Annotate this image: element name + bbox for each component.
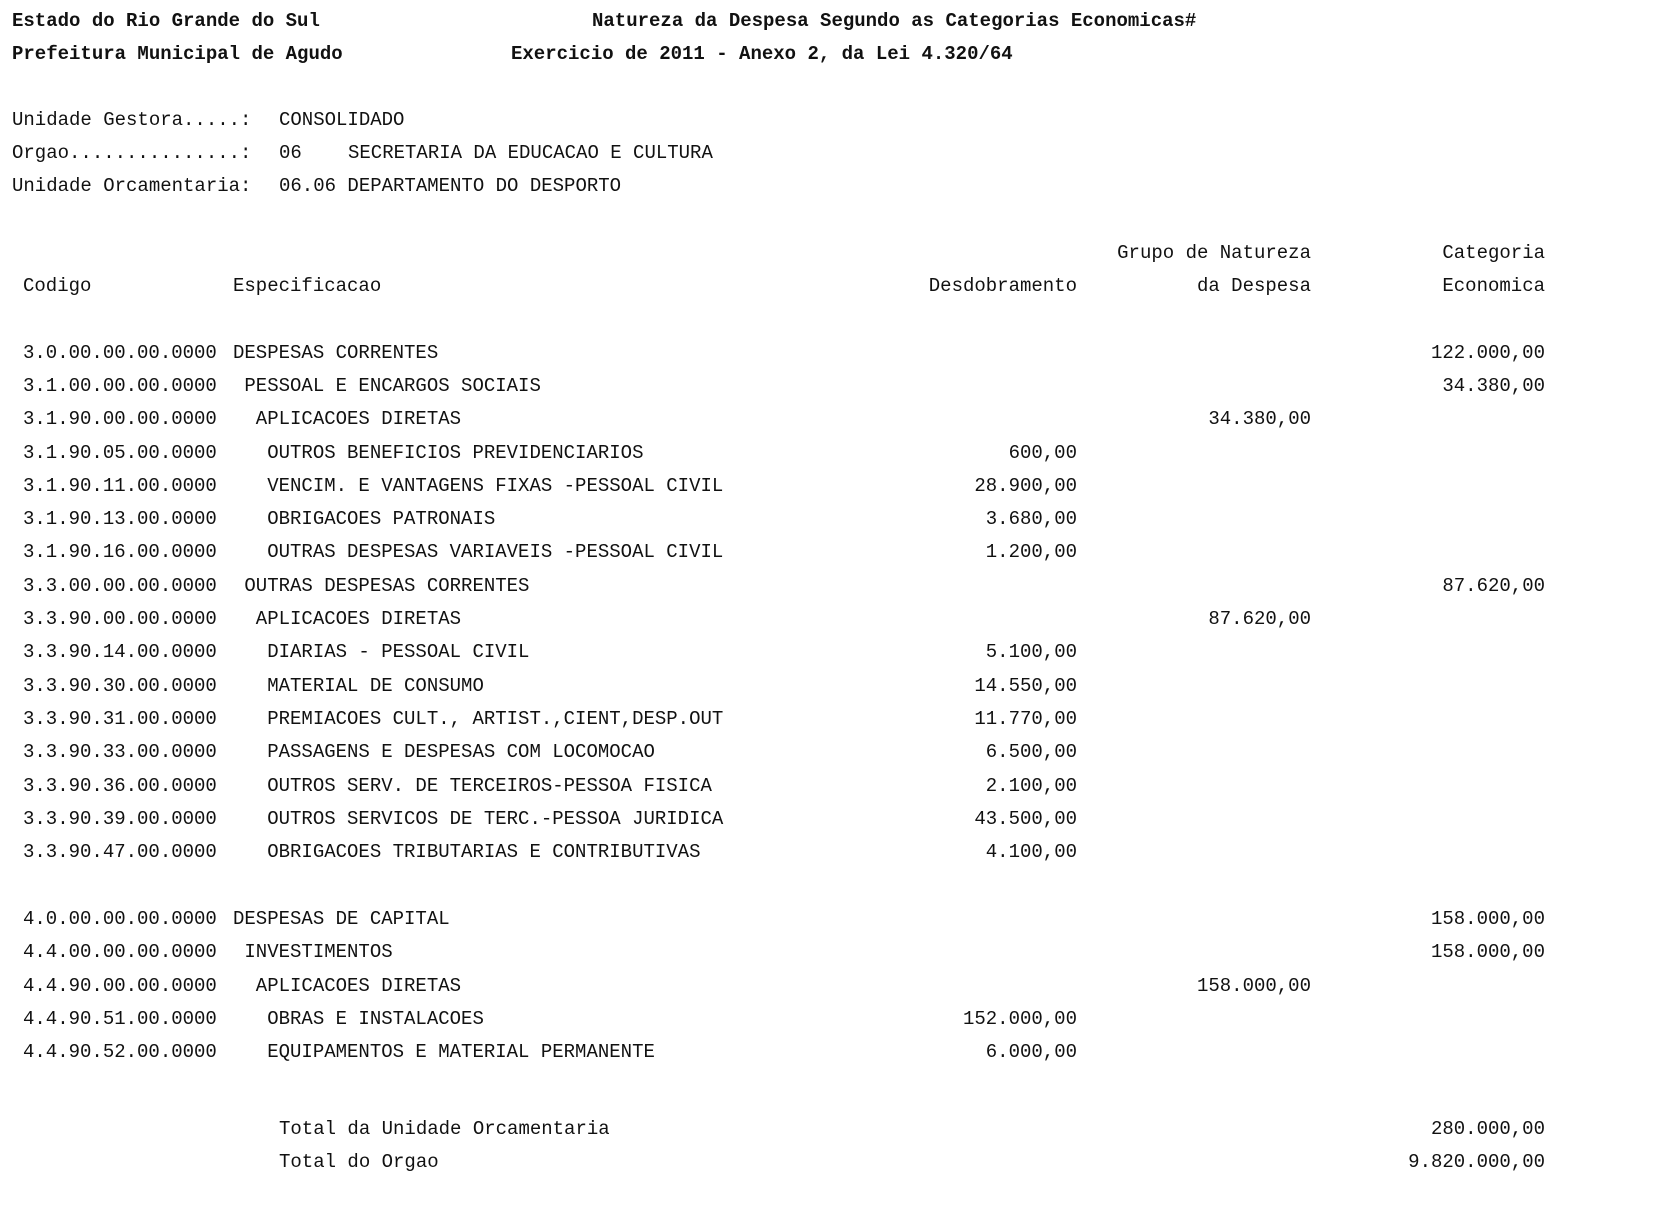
- col-codigo-header: Codigo: [23, 275, 92, 297]
- row-code: 3.1.90.13.00.0000: [23, 508, 217, 530]
- total-orgao-value: 9.820.000,00: [1408, 1151, 1545, 1173]
- row-specification: DESPESAS DE CAPITAL: [233, 908, 450, 930]
- row-code: 3.1.90.11.00.0000: [23, 475, 217, 497]
- col-categoria-header-2: Economica: [1442, 275, 1545, 297]
- row-code: 3.1.90.05.00.0000: [23, 442, 217, 464]
- row-specification: OBRIGACOES TRIBUTARIAS E CONTRIBUTIVAS: [233, 841, 701, 863]
- row-specification: PASSAGENS E DESPESAS COM LOCOMOCAO: [233, 741, 655, 763]
- row-specification: DIARIAS - PESSOAL CIVIL: [233, 641, 530, 663]
- row-desdobramento: 2.100,00: [985, 775, 1077, 797]
- col-desdobramento-header: Desdobramento: [928, 275, 1077, 297]
- row-specification: OUTROS SERV. DE TERCEIROS-PESSOA FISICA: [233, 775, 712, 797]
- row-specification: OBRIGACOES PATRONAIS: [233, 508, 496, 530]
- row-code: 3.3.90.31.00.0000: [23, 708, 217, 730]
- row-categoria-economica: 158.000,00: [1430, 941, 1545, 963]
- row-code: 3.1.90.00.00.0000: [23, 408, 217, 430]
- report-title: Natureza da Despesa Segundo as Categorias Economicas#: [592, 10, 1197, 32]
- total-unidade-label: Total da Unidade Orcamentaria: [279, 1118, 610, 1140]
- row-code: 3.3.90.39.00.0000: [23, 808, 217, 830]
- unidade-gestora-label: Unidade Gestora.....:: [12, 109, 252, 131]
- row-code: 3.3.90.47.00.0000: [23, 841, 217, 863]
- col-grupo-header-1: Grupo de Natureza: [1117, 242, 1311, 264]
- total-orgao-label: Total do Orgao: [279, 1151, 439, 1173]
- row-code: 3.3.00.00.00.0000: [23, 575, 217, 597]
- row-specification: APLICACOES DIRETAS: [233, 408, 462, 430]
- unidade-gestora-value: CONSOLIDADO: [279, 109, 405, 131]
- row-desdobramento: 43.500,00: [974, 808, 1077, 830]
- col-categoria-header-1: Categoria: [1442, 242, 1545, 264]
- row-desdobramento: 3.680,00: [985, 508, 1077, 530]
- row-specification: EQUIPAMENTOS E MATERIAL PERMANENTE: [233, 1041, 655, 1063]
- row-code: 4.4.90.52.00.0000: [23, 1041, 217, 1063]
- row-code: 3.3.90.33.00.0000: [23, 741, 217, 763]
- row-categoria-economica: 122.000,00: [1430, 342, 1545, 364]
- row-specification: OUTROS BENEFICIOS PREVIDENCIARIOS: [233, 442, 644, 464]
- row-specification: PESSOAL E ENCARGOS SOCIAIS: [233, 375, 541, 397]
- row-specification: APLICACOES DIRETAS: [233, 608, 462, 630]
- row-grupo-natureza: 87.620,00: [1208, 608, 1311, 630]
- row-grupo-natureza: 34.380,00: [1208, 408, 1311, 430]
- row-desdobramento: 5.100,00: [985, 641, 1077, 663]
- row-grupo-natureza: 158.000,00: [1196, 975, 1311, 997]
- unidade-orcamentaria-label: Unidade Orcamentaria:: [12, 175, 252, 197]
- row-specification: INVESTIMENTOS: [233, 941, 393, 963]
- row-specification: VENCIM. E VANTAGENS FIXAS -PESSOAL CIVIL: [233, 475, 724, 497]
- municipality-name: Prefeitura Municipal de Agudo: [12, 43, 343, 65]
- row-specification: PREMIACOES CULT., ARTIST.,CIENT,DESP.OUT: [233, 708, 724, 730]
- row-desdobramento: 14.550,00: [974, 675, 1077, 697]
- row-categoria-economica: 34.380,00: [1442, 375, 1545, 397]
- row-desdobramento: 11.770,00: [974, 708, 1077, 730]
- col-grupo-header-2: da Despesa: [1196, 275, 1311, 297]
- row-desdobramento: 152.000,00: [962, 1008, 1077, 1030]
- unidade-orcamentaria-value: 06.06 DEPARTAMENTO DO DESPORTO: [279, 175, 622, 197]
- total-unidade-value: 280.000,00: [1430, 1118, 1545, 1140]
- row-specification: OUTRAS DESPESAS VARIAVEIS -PESSOAL CIVIL: [233, 541, 724, 563]
- row-code: 4.0.00.00.00.0000: [23, 908, 217, 930]
- row-code: 3.1.00.00.00.0000: [23, 375, 217, 397]
- row-desdobramento: 4.100,00: [985, 841, 1077, 863]
- row-desdobramento: 1.200,00: [985, 541, 1077, 563]
- row-specification: MATERIAL DE CONSUMO: [233, 675, 484, 697]
- row-code: 3.3.90.30.00.0000: [23, 675, 217, 697]
- row-desdobramento: 28.900,00: [974, 475, 1077, 497]
- row-desdobramento: 600,00: [1008, 442, 1077, 464]
- row-code: 4.4.90.00.00.0000: [23, 975, 217, 997]
- row-desdobramento: 6.000,00: [985, 1041, 1077, 1063]
- row-specification: DESPESAS CORRENTES: [233, 342, 439, 364]
- row-desdobramento: 6.500,00: [985, 741, 1077, 763]
- row-code: 3.0.00.00.00.0000: [23, 342, 217, 364]
- row-code: 3.1.90.16.00.0000: [23, 541, 217, 563]
- row-categoria-economica: 87.620,00: [1442, 575, 1545, 597]
- row-code: 3.3.90.14.00.0000: [23, 641, 217, 663]
- row-code: 3.3.90.00.00.0000: [23, 608, 217, 630]
- row-code: 3.3.90.36.00.0000: [23, 775, 217, 797]
- row-categoria-economica: 158.000,00: [1430, 908, 1545, 930]
- row-code: 4.4.00.00.00.0000: [23, 941, 217, 963]
- row-specification: OBRAS E INSTALACOES: [233, 1008, 484, 1030]
- row-specification: OUTRAS DESPESAS CORRENTES: [233, 575, 530, 597]
- row-specification: OUTROS SERVICOS DE TERC.-PESSOA JURIDICA: [233, 808, 724, 830]
- orgao-code: 06: [279, 142, 302, 164]
- state-name: Estado do Rio Grande do Sul: [12, 10, 320, 32]
- row-specification: APLICACOES DIRETAS: [233, 975, 462, 997]
- col-especificacao-header: Especificacao: [233, 275, 382, 297]
- row-code: 4.4.90.51.00.0000: [23, 1008, 217, 1030]
- report-subtitle: Exercicio de 2011 - Anexo 2, da Lei 4.320/64: [511, 43, 1013, 65]
- orgao-name: SECRETARIA DA EDUCACAO E CULTURA: [348, 142, 713, 164]
- orgao-label: Orgao...............:: [12, 142, 252, 164]
